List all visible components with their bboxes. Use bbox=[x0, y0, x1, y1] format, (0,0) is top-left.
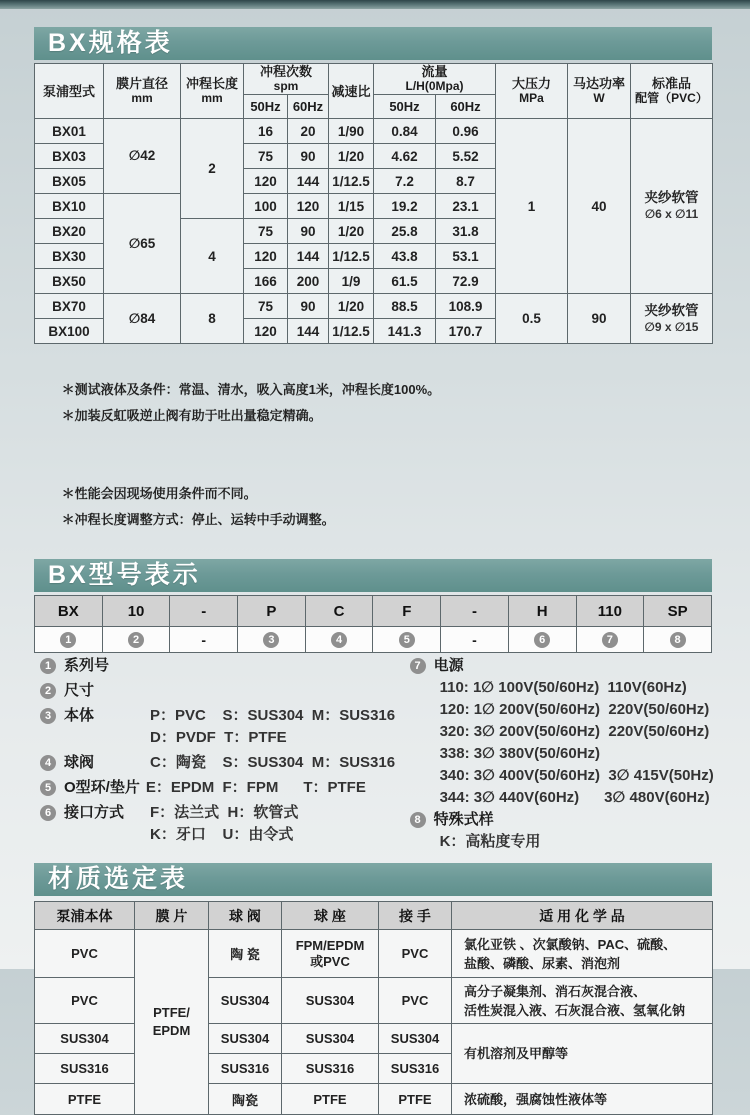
spec-value: 1/9 bbox=[329, 269, 374, 294]
seat-line: FPM/EPDM bbox=[295, 937, 365, 953]
legend-item-connection bbox=[40, 802, 410, 846]
special-option-line: K：高粘度专用 bbox=[439, 833, 541, 850]
code-cell: C bbox=[305, 596, 373, 627]
subheader-flow-60hz: 60Hz bbox=[436, 95, 496, 119]
legend-options bbox=[150, 705, 395, 749]
note-line bbox=[40, 351, 712, 455]
power-option-line: 344: 3∅ 440V(60Hz) 3∅ 480V(60Hz) bbox=[439, 789, 710, 806]
note-text: ＊冲程长度调整方式：停止、运转中手动调整。 bbox=[61, 512, 335, 527]
circle-number-badge: 1 bbox=[60, 632, 76, 648]
spec-value: 75 bbox=[244, 294, 288, 319]
spec-value: 141.3 bbox=[374, 319, 436, 344]
merged-pipe-small bbox=[631, 119, 713, 294]
legend-label: 系列号 bbox=[64, 657, 110, 674]
legend-item-size bbox=[40, 680, 410, 702]
circle-number-badge: 6 bbox=[40, 805, 56, 821]
circle-number-badge: 5 bbox=[399, 632, 415, 648]
table-header-row bbox=[35, 902, 713, 930]
legend-label: 尺寸 bbox=[64, 682, 95, 699]
pipe-name: 夹纱软管 bbox=[644, 302, 699, 318]
col-header-standard-pipe bbox=[631, 64, 713, 119]
mat-joint: PTFE bbox=[379, 1084, 452, 1115]
spec-value: 4.62 bbox=[374, 144, 436, 169]
index-cell: - bbox=[441, 627, 509, 653]
note-text: ＊性能会因现场使用条件而不同。 bbox=[61, 486, 257, 501]
circle-number-badge: 4 bbox=[40, 755, 56, 771]
legend-label: 接口方式 bbox=[64, 804, 125, 821]
col-header-motor-power bbox=[568, 64, 631, 119]
mat-joint: SUS304 bbox=[379, 1024, 452, 1054]
model-index-row bbox=[35, 627, 712, 653]
header-unit: MPa bbox=[519, 91, 544, 105]
spec-value: 1/20 bbox=[329, 219, 374, 244]
col-header-joint: 接 手 bbox=[379, 902, 452, 930]
pipe-size: ∅9 x ∅15 bbox=[644, 319, 699, 334]
spec-value: 120 bbox=[288, 194, 329, 219]
merged-chemicals: 有机溶剂及甲醇等 bbox=[452, 1024, 713, 1084]
circle-number-badge: 7 bbox=[602, 632, 618, 648]
table-row bbox=[35, 294, 713, 319]
model-code-row bbox=[35, 596, 712, 627]
subheader-50hz: 50Hz bbox=[244, 95, 288, 119]
col-header-membrane: 膜 片 bbox=[135, 902, 209, 930]
header-text: 大压力 bbox=[512, 76, 552, 91]
spec-value: 1/12.5 bbox=[329, 244, 374, 269]
spec-value: 200 bbox=[288, 269, 329, 294]
spec-value: 88.5 bbox=[374, 294, 436, 319]
spec-value: 144 bbox=[288, 244, 329, 269]
index-cell bbox=[238, 627, 306, 653]
col-header-pump-model: 泵浦型式 bbox=[35, 64, 104, 119]
code-cell: F bbox=[373, 596, 441, 627]
col-header-pump-body: 泵浦本体 bbox=[35, 902, 135, 930]
circle-number-badge: 4 bbox=[331, 632, 347, 648]
legend-label: 球阀 bbox=[64, 754, 95, 771]
index-cell bbox=[644, 627, 712, 653]
circle-number-badge: 2 bbox=[128, 632, 144, 648]
note-text: ＊加装反虹吸逆止阀有助于吐出量稳定精确。 bbox=[61, 408, 322, 423]
circle-number-badge: 8 bbox=[410, 812, 426, 828]
legend-option-line: K：牙口 U：由令式 bbox=[150, 826, 294, 843]
note-text: ＊测试液体及条件：常温、清水，吸入高度1米，冲程长度100%。 bbox=[61, 382, 441, 397]
merged-membrane bbox=[135, 930, 209, 1115]
spec-value: 75 bbox=[244, 219, 288, 244]
legend-option-line: C：陶瓷 S：SUS304 M：SUS316 bbox=[150, 754, 396, 771]
merged-stroke-8: 8 bbox=[181, 294, 244, 344]
page-content bbox=[34, 27, 712, 1115]
legend-option-line: F：法兰式 H：软管式 bbox=[150, 804, 299, 821]
index-cell bbox=[305, 627, 373, 653]
model-legend bbox=[34, 655, 712, 855]
mat-body: PTFE bbox=[35, 1084, 135, 1115]
material-table bbox=[34, 901, 713, 1115]
index-cell bbox=[102, 627, 170, 653]
spec-value: 90 bbox=[288, 144, 329, 169]
col-header-ball-seat: 球 座 bbox=[282, 902, 379, 930]
spec-model: BX01 bbox=[35, 119, 104, 144]
spec-value: 170.7 bbox=[436, 319, 496, 344]
col-header-spm bbox=[244, 64, 329, 95]
spec-value: 61.5 bbox=[374, 269, 436, 294]
spec-value: 16 bbox=[244, 119, 288, 144]
mat-valve: SUS304 bbox=[209, 978, 282, 1024]
legend-label: O型环/垫片 bbox=[64, 779, 140, 796]
spec-model: BX30 bbox=[35, 244, 104, 269]
chem-line: 氯化亚铁 、次氯酸钠、PAC、硫酸、 bbox=[464, 936, 677, 952]
mat-valve: SUS316 bbox=[209, 1054, 282, 1084]
legend-item-body bbox=[40, 705, 410, 749]
spec-value: 31.8 bbox=[436, 219, 496, 244]
col-header-stroke-length bbox=[181, 64, 244, 119]
circle-number-badge: 5 bbox=[40, 780, 56, 796]
pipe-name: 夹纱软管 bbox=[644, 190, 699, 205]
spec-value: 8.7 bbox=[436, 169, 496, 194]
legend-option-line: P：PVC S：SUS304 M：SUS316 bbox=[150, 707, 396, 724]
mat-chemicals bbox=[452, 930, 713, 978]
mat-valve: 陶瓷 bbox=[209, 1084, 282, 1115]
spec-value: 1/20 bbox=[329, 144, 374, 169]
spec-value: 120 bbox=[244, 169, 288, 194]
header-unit: mm bbox=[201, 91, 223, 105]
power-option-line: 110: 1∅ 100V(50/60Hz) 110V(60Hz) bbox=[439, 679, 687, 696]
membrane-line: PTFE/ bbox=[153, 1005, 190, 1020]
merged-motor-90: 90 bbox=[568, 294, 631, 344]
header-unit: 配管（PVC） bbox=[635, 91, 708, 105]
header-text: 标准品 bbox=[652, 76, 692, 91]
spec-value: 1/12.5 bbox=[329, 169, 374, 194]
merged-stroke-4: 4 bbox=[181, 219, 244, 294]
legend-options bbox=[150, 802, 298, 846]
spec-model: BX05 bbox=[35, 169, 104, 194]
legend-label: 本体 bbox=[64, 707, 95, 724]
power-option-line: 338: 3∅ 380V(50/60Hz) bbox=[439, 745, 601, 762]
legend-item-special bbox=[410, 809, 712, 853]
material-section-title: 材质选定表 bbox=[34, 863, 712, 896]
header-text: 膜片直径 bbox=[115, 76, 168, 91]
spec-model: BX70 bbox=[35, 294, 104, 319]
legend-options bbox=[150, 752, 395, 774]
model-section-title: BX型号表示 bbox=[34, 559, 712, 592]
spec-model: BX50 bbox=[35, 269, 104, 294]
code-cell: P bbox=[238, 596, 306, 627]
merged-stroke-2: 2 bbox=[181, 119, 244, 219]
spec-section-title: BX规格表 bbox=[34, 27, 712, 60]
spec-model: BX10 bbox=[35, 194, 104, 219]
header-unit: L/H(0Mpa) bbox=[405, 79, 464, 93]
spec-value: 166 bbox=[244, 269, 288, 294]
model-code-table bbox=[34, 595, 712, 653]
spec-value: 25.8 bbox=[374, 219, 436, 244]
subheader-60hz: 60Hz bbox=[288, 95, 329, 119]
special-options bbox=[440, 831, 712, 853]
top-accent-bar bbox=[0, 0, 750, 9]
spec-value: 20 bbox=[288, 119, 329, 144]
code-cell: 110 bbox=[576, 596, 644, 627]
circle-number-badge: 2 bbox=[40, 683, 56, 699]
spec-model: BX100 bbox=[35, 319, 104, 344]
circle-number-badge: 8 bbox=[670, 632, 686, 648]
header-text: 马达功率 bbox=[573, 76, 626, 91]
power-option-line: 340: 3∅ 400V(50/60Hz) 3∅ 415V(50Hz) bbox=[439, 767, 714, 784]
merged-diaphragm-84: ∅84 bbox=[104, 294, 181, 344]
spec-value: 120 bbox=[244, 319, 288, 344]
header-text: 流量 bbox=[421, 64, 448, 79]
legend-option-line: E：EPDM F：FPM T：PTFE bbox=[145, 779, 366, 796]
header-text: 冲程次数 bbox=[260, 64, 313, 79]
spec-value: 7.2 bbox=[374, 169, 436, 194]
code-cell: BX bbox=[35, 596, 103, 627]
spec-value: 90 bbox=[288, 219, 329, 244]
pipe-size: ∅6 x ∅11 bbox=[644, 207, 699, 221]
table-row bbox=[35, 930, 713, 978]
mat-chemicals bbox=[452, 978, 713, 1024]
code-cell: - bbox=[441, 596, 509, 627]
mat-body: SUS316 bbox=[35, 1054, 135, 1084]
spec-value: 1/12.5 bbox=[329, 319, 374, 344]
legend-item-power bbox=[410, 655, 712, 809]
chem-line: 活性炭混入液、石灰混合液、氢氧化钠 bbox=[464, 1002, 686, 1018]
spec-value: 100 bbox=[244, 194, 288, 219]
spec-value: 5.52 bbox=[436, 144, 496, 169]
legend-label: 特殊式样 bbox=[433, 811, 494, 828]
header-unit: W bbox=[593, 91, 605, 105]
spec-value: 120 bbox=[244, 244, 288, 269]
merged-motor-40: 40 bbox=[568, 119, 631, 294]
merged-diaphragm-42: ∅42 bbox=[104, 119, 181, 194]
mat-chemicals: 浓硫酸，强腐蚀性液体等 bbox=[452, 1084, 713, 1115]
merged-pipe-large bbox=[631, 294, 713, 344]
merged-pressure-05: 0.5 bbox=[496, 294, 568, 344]
table-row bbox=[35, 119, 713, 144]
index-cell bbox=[576, 627, 644, 653]
code-cell: 10 bbox=[102, 596, 170, 627]
legend-item-series bbox=[40, 655, 410, 677]
mat-seat: PTFE bbox=[282, 1084, 379, 1115]
index-cell: - bbox=[170, 627, 238, 653]
circle-number-badge: 3 bbox=[263, 632, 279, 648]
merged-diaphragm-65: ∅65 bbox=[104, 194, 181, 294]
chem-line: 高分子凝集剂、消石灰混合液、 bbox=[464, 983, 647, 999]
spec-value: 19.2 bbox=[374, 194, 436, 219]
power-option-line: 320: 3∅ 200V(50/60Hz) 220V(50/60Hz) bbox=[439, 723, 710, 740]
spec-value: 90 bbox=[288, 294, 329, 319]
col-header-max-pressure bbox=[496, 64, 568, 119]
spec-value: 144 bbox=[288, 319, 329, 344]
header-text: 冲程长度 bbox=[185, 76, 238, 91]
note-line bbox=[40, 455, 712, 559]
legend-option-line: D：PVDF T：PTFE bbox=[150, 729, 287, 746]
index-cell bbox=[373, 627, 441, 653]
col-header-diaphragm bbox=[104, 64, 181, 119]
circle-number-badge: 6 bbox=[534, 632, 550, 648]
mat-valve: 陶 瓷 bbox=[209, 930, 282, 978]
mat-body: PVC bbox=[35, 930, 135, 978]
col-header-ball-valve: 球 阀 bbox=[209, 902, 282, 930]
spec-value: 53.1 bbox=[436, 244, 496, 269]
code-cell: H bbox=[508, 596, 576, 627]
spec-value: 72.9 bbox=[436, 269, 496, 294]
legend-item-ball-valve bbox=[40, 752, 410, 774]
spec-value: 23.1 bbox=[436, 194, 496, 219]
spec-notes bbox=[34, 351, 712, 559]
index-cell bbox=[508, 627, 576, 653]
col-header-chemicals: 适 用 化 学 品 bbox=[452, 902, 713, 930]
spec-value: 75 bbox=[244, 144, 288, 169]
spec-value: 144 bbox=[288, 169, 329, 194]
spec-value: 1/15 bbox=[329, 194, 374, 219]
col-header-flow bbox=[374, 64, 496, 95]
mat-body: PVC bbox=[35, 978, 135, 1024]
mat-seat: SUS304 bbox=[282, 978, 379, 1024]
spec-model: BX20 bbox=[35, 219, 104, 244]
mat-seat: SUS304 bbox=[282, 1024, 379, 1054]
header-unit: spm bbox=[273, 79, 299, 93]
legend-item-oring bbox=[40, 777, 410, 799]
merged-pressure-1: 1 bbox=[496, 119, 568, 294]
col-header-reduction-ratio: 减速比 bbox=[329, 64, 374, 119]
spec-value: 1/90 bbox=[329, 119, 374, 144]
spec-value: 108.9 bbox=[436, 294, 496, 319]
mat-joint: PVC bbox=[379, 930, 452, 978]
membrane-line: EPDM bbox=[152, 1023, 191, 1038]
mat-body: SUS304 bbox=[35, 1024, 135, 1054]
mat-joint: PVC bbox=[379, 978, 452, 1024]
spec-model: BX03 bbox=[35, 144, 104, 169]
mat-valve: SUS304 bbox=[209, 1024, 282, 1054]
circle-number-badge: 7 bbox=[410, 658, 426, 674]
spec-table bbox=[34, 63, 713, 344]
code-cell: SP bbox=[644, 596, 712, 627]
subheader-flow-50hz: 50Hz bbox=[374, 95, 436, 119]
power-options bbox=[440, 677, 712, 809]
spec-value: 0.84 bbox=[374, 119, 436, 144]
spec-value: 0.96 bbox=[436, 119, 496, 144]
legend-head bbox=[410, 809, 712, 831]
spec-value: 43.8 bbox=[374, 244, 436, 269]
legend-label: 电源 bbox=[433, 657, 464, 674]
mat-joint: SUS316 bbox=[379, 1054, 452, 1084]
mat-seat bbox=[282, 930, 379, 978]
code-cell: - bbox=[170, 596, 238, 627]
legend-options bbox=[146, 777, 366, 799]
circle-number-badge: 1 bbox=[40, 658, 56, 674]
index-cell bbox=[35, 627, 103, 653]
mat-seat: SUS316 bbox=[282, 1054, 379, 1084]
legend-right-column bbox=[410, 655, 712, 855]
legend-head bbox=[410, 655, 712, 677]
spec-value: 1/20 bbox=[329, 294, 374, 319]
chem-line: 盐酸、磷酸、尿素、消泡剂 bbox=[464, 955, 621, 971]
power-option-line: 120: 1∅ 200V(50/60Hz) 220V(50/60Hz) bbox=[439, 701, 710, 718]
seat-line: 或PVC bbox=[310, 953, 350, 969]
header-unit: mm bbox=[131, 91, 153, 105]
legend-left-column bbox=[40, 655, 410, 855]
circle-number-badge: 3 bbox=[40, 708, 56, 724]
